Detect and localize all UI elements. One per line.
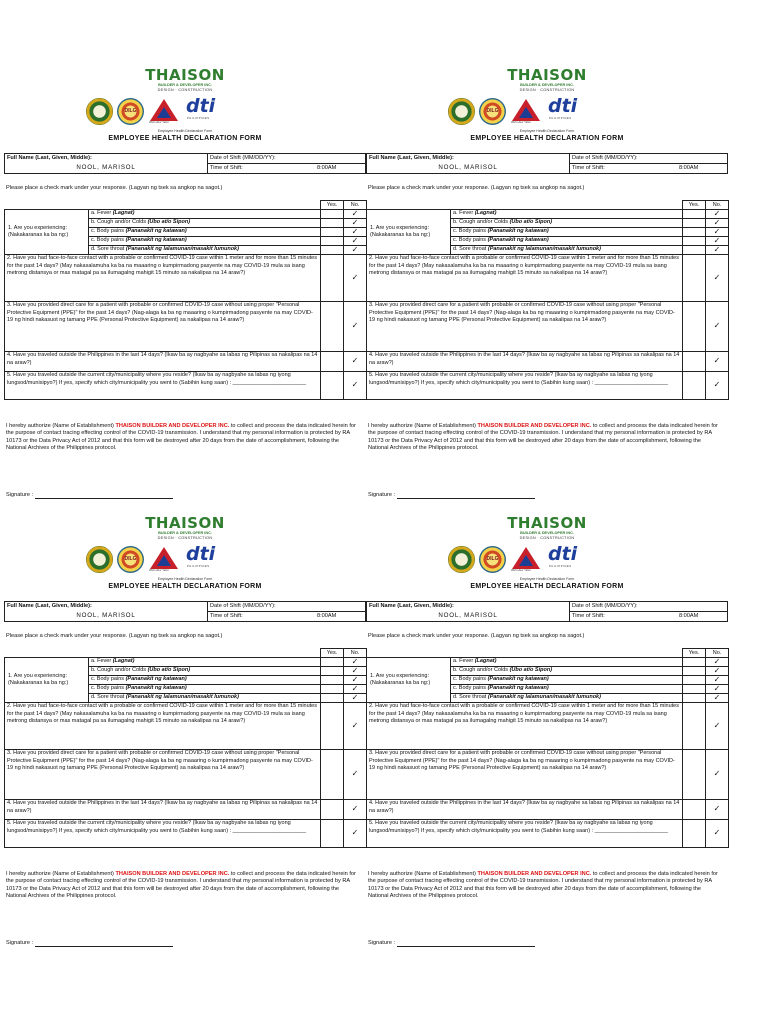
question-direct-care: 3. Have you provided direct care for a patient with probable or confirmed COVID-19 case without using proper "Personal Protective Equipment (PPE)" for the past 14 days? (Nag-alaga ka ba ng maaaring o kumpirmadong pasyente na may COVID-19 ng hindi nakasuot ng tamang PPE (Personal Protective Equipment) sa nakalipas na 14 araw?) (5, 301, 321, 351)
signature-label: Signature : (368, 940, 396, 946)
table-row (367, 702, 729, 749)
symptom-body-pains: c. Body pains (Pananakit ng katawan) (451, 684, 683, 693)
agency-logos (86, 95, 286, 127)
consent-statement: I hereby authorize (Name of Establishment) THAISON BUILDER AND DEVELOPER INC. to collect and process the data indicated herein for the purpose of contact tracing effecting control of the COVID-19 transmission. I understand that my personal information is protected by RA 10173 or the Data Privacy Act of 2012 and that this form will be destroyed after 20 days from the date of accomplishment, following the National Archives of the Philippines protocol. (368, 423, 718, 452)
employee-info-box (366, 601, 728, 622)
company-logo (366, 516, 728, 540)
signature-line[interactable] (35, 493, 173, 499)
company-name: THAISON BUILDER AND DEVELOPER INC. (477, 871, 592, 877)
signature-line[interactable] (35, 941, 173, 947)
dti-logo-caption: PHILIPPINES (549, 565, 572, 568)
no-checkbox[interactable]: ✓ (344, 799, 367, 819)
time-of-shift-label: Time of Shift: (210, 164, 243, 171)
no-checkbox[interactable]: ✓ (706, 657, 729, 666)
date-of-shift-label: Date of Shift (MM/DD/YY): (572, 603, 638, 609)
yes-header: Yes. (683, 649, 706, 658)
table-row (367, 351, 729, 371)
triangle-logo-inner (519, 107, 533, 118)
yes-checkbox[interactable] (321, 693, 344, 702)
no-checkbox[interactable]: ✓ (706, 819, 729, 847)
consent-statement: I hereby authorize (Name of Establishment) THAISON BUILDER AND DEVELOPER INC. to collect and process the data indicated herein for the purpose of contact tracing effecting control of the COVID-19 transmission. I understand that my personal information is protected by RA 10173 or the Data Privacy Act of 2012 and that this form will be destroyed after 20 days from the date of accomplishment, following the National Archives of the Philippines protocol. (6, 423, 356, 452)
triangle-logo-caption: Wish Hisor Yabul (511, 569, 531, 572)
question-close-contact: 2. Have you had face-to-face contact with a probable or confirmed COVID-19 case within 1 meter and for more than 15 minutes for the past 14 days? (May nakasalamuha ka ba na maaaring o kumpirmadong pasyente na may COVID-19 mula sa isang metrong distansya or mas matagal pa sa ilumagalng mahigit 15 minuto sa nakalipas na 14 araw?) (5, 254, 321, 301)
yes-checkbox[interactable] (321, 666, 344, 675)
table-row (5, 254, 367, 301)
dti-logo: dti (186, 95, 216, 117)
brand-subtitle: BUILDER & DEVELOPER INC. (158, 531, 212, 535)
dti-logo: dti (186, 543, 216, 565)
no-checkbox[interactable]: ✓ (344, 227, 367, 236)
yes-checkbox[interactable] (683, 209, 706, 218)
name-field[interactable]: NOOL, MARISOL (438, 164, 498, 171)
no-header: No. (706, 201, 729, 210)
instruction-text: Please place a check mark under your response. (Lagyan ng tsek sa angkop na sagot.) (368, 633, 585, 639)
table-header-blank (367, 201, 683, 210)
triangle-logo-caption: Wish Hisor Yabul (511, 121, 531, 124)
form-caption: Employee Health Declaration Form (519, 577, 575, 581)
time-of-shift-field[interactable]: 8:00AM (317, 612, 337, 619)
signature-row (6, 492, 173, 499)
table-row (367, 799, 729, 819)
question-close-contact: 2. Have you had face-to-face contact with a probable or confirmed COVID-19 case within 1 meter and for more than 15 minutes for the past 14 days? (May nakasalamuha ka ba na maaaring o kumpirmadong pasyente na may COVID-19 mula sa isang metrong distansya or mas matagal pa sa ilumagalng mahigit 15 minuto sa nakalipas na 14 araw?) (5, 702, 321, 749)
symptom-cough-colds: b. Cough and/or Colds (Ubo at/o Sipon) (451, 218, 683, 227)
brand-name: THAISON (145, 66, 225, 84)
triangle-logo-caption: Wish Hisor Yabul (149, 121, 169, 124)
time-of-shift-field[interactable]: 8:00AM (317, 164, 337, 171)
consent-statement: I hereby authorize (Name of Establishment) THAISON BUILDER AND DEVELOPER INC. to collect and process the data indicated herein for the purpose of contact tracing effecting control of the COVID-19 transmission. I understand that my personal information is protected by RA 10173 or the Data Privacy Act of 2012 and that this form will be destroyed after 20 days from the date of accomplishment, following the National Archives of the Philippines protocol. (368, 871, 718, 900)
signature-row (6, 940, 173, 947)
symptom-sore-throat: d. Sore throat (Pananakit ng lalamunan/masakit lumunok) (89, 245, 321, 254)
health-form-top-right (366, 66, 728, 516)
no-checkbox[interactable]: ✓ (706, 218, 729, 227)
yes-checkbox[interactable] (683, 657, 706, 666)
yes-checkbox[interactable] (321, 819, 344, 847)
yes-checkbox[interactable] (683, 351, 706, 371)
form-caption: Employee Health Declaration Form (157, 129, 213, 133)
yes-checkbox[interactable] (683, 371, 706, 399)
brand-subtitle: BUILDER & DEVELOPER INC. (520, 531, 574, 535)
dilg-logo-icon: DILG (117, 98, 144, 125)
table-header-row (367, 649, 729, 658)
question-close-contact: 2. Have you had face-to-face contact with a probable or confirmed COVID-19 case within 1 meter and for more than 15 minutes for the past 14 days? (May nakasalamuha ka ba na maaaring o kumpirmadong pasyente na may COVID-19 mula sa isang metrong distansya or mas matagal pa sa ilumagalng mahigit 15 minuto sa nakalipas na 14 araw?) (367, 702, 683, 749)
yes-checkbox[interactable] (321, 351, 344, 371)
yes-checkbox[interactable] (321, 657, 344, 666)
table-row (367, 301, 729, 351)
symptom-cough-colds: b. Cough and/or Colds (Ubo at/o Sipon) (89, 666, 321, 675)
triangle-logo-inner (157, 107, 171, 118)
dilg-logo-icon: DILG (117, 546, 144, 573)
yes-header: Yes. (321, 649, 344, 658)
no-checkbox[interactable]: ✓ (706, 693, 729, 702)
instruction-text: Please place a check mark under your response. (Lagyan ng tsek sa angkop na sagot.) (368, 185, 585, 191)
no-checkbox[interactable]: ✓ (706, 684, 729, 693)
agency-logos (448, 95, 648, 127)
triangle-logo-inner (519, 555, 533, 566)
yes-header: Yes. (683, 201, 706, 210)
no-checkbox[interactable]: ✓ (344, 693, 367, 702)
form-title: EMPLOYEE HEALTH DECLARATION FORM (470, 135, 624, 142)
health-questionnaire-table (4, 648, 367, 848)
company-logo (366, 68, 728, 92)
name-label: Full Name (Last, Given, Middle): (7, 603, 92, 609)
name-label: Full Name (Last, Given, Middle): (369, 603, 454, 609)
company-logo (4, 516, 366, 540)
agency-logos (86, 543, 286, 575)
question-travel-abroad: 4. Have you traveled outside the Philippines in the last 14 days? (Ikaw ba ay nagbyahe sa labas ng Pilipinas sa nakalipas na 14 na araw?) (5, 799, 321, 819)
name-label: Full Name (Last, Given, Middle): (7, 155, 92, 161)
no-checkbox[interactable]: ✓ (706, 371, 729, 399)
form-title: EMPLOYEE HEALTH DECLARATION FORM (108, 583, 262, 590)
time-of-shift-label: Time of Shift: (572, 164, 605, 171)
symptom-cough-colds: b. Cough and/or Colds (Ubo at/o Sipon) (451, 666, 683, 675)
no-checkbox[interactable]: ✓ (344, 254, 367, 301)
brand-name: THAISON (507, 514, 587, 532)
brand-tagline: DESIGN · CONSTRUCTION (519, 87, 575, 92)
yes-checkbox[interactable] (321, 371, 344, 399)
symptom-fever: a. Fever (Lagnat) (451, 209, 683, 218)
no-checkbox[interactable]: ✓ (706, 209, 729, 218)
form-caption: Employee Health Declaration Form (519, 129, 575, 133)
symptom-body-pains: c. Body pains (Pananakit ng katawan) (451, 675, 683, 684)
symptom-sore-throat: d. Sore throat (Pananakit ng lalamunan/masakit lumunok) (451, 245, 683, 254)
table-row (5, 799, 367, 819)
table-row (367, 657, 729, 666)
name-field[interactable]: NOOL, MARISOL (76, 164, 136, 171)
date-of-shift-label: Date of Shift (MM/DD/YY): (572, 155, 638, 161)
form-title: EMPLOYEE HEALTH DECLARATION FORM (470, 583, 624, 590)
table-row (5, 702, 367, 749)
yes-checkbox[interactable] (321, 799, 344, 819)
table-row (5, 657, 367, 666)
no-checkbox[interactable]: ✓ (344, 819, 367, 847)
employee-info-box (4, 153, 366, 174)
no-checkbox[interactable]: ✓ (344, 371, 367, 399)
yes-checkbox[interactable] (321, 209, 344, 218)
symptom-sore-throat: d. Sore throat (Pananakit ng lalamunan/masakit lumunok) (451, 693, 683, 702)
experiencing-label: 1. Are you experiencing: (Nakakaranas ka ba ng:) (367, 209, 451, 254)
time-of-shift-label: Time of Shift: (210, 612, 243, 619)
name-field[interactable]: NOOL, MARISOL (438, 612, 498, 619)
yes-checkbox[interactable] (321, 675, 344, 684)
dti-logo: dti (548, 95, 578, 117)
name-field[interactable]: NOOL, MARISOL (76, 612, 136, 619)
date-of-shift-label: Date of Shift (MM/DD/YY): (210, 155, 276, 161)
yes-checkbox[interactable] (683, 301, 706, 351)
table-row (5, 301, 367, 351)
no-checkbox[interactable]: ✓ (706, 351, 729, 371)
no-checkbox[interactable]: ✓ (344, 749, 367, 799)
table-row (367, 209, 729, 218)
question-travel-local: 5. Have you traveled outside the current city/municipality where you reside? (Ikaw ba ay nagbyahe sa labas ng iyong lungsod/munisipyo?) If yes, specify which city/municipality you went to (Sabihin kung saan) : ________________________ (367, 819, 683, 847)
no-checkbox[interactable]: ✓ (344, 702, 367, 749)
signature-label: Signature : (368, 492, 396, 498)
signature-row (368, 492, 535, 499)
company-logo (4, 68, 366, 92)
no-checkbox[interactable]: ✓ (706, 236, 729, 245)
yes-checkbox[interactable] (683, 749, 706, 799)
table-row (5, 371, 367, 399)
no-checkbox[interactable]: ✓ (344, 675, 367, 684)
experiencing-label: 1. Are you experiencing: (Nakakaranas ka ba ng:) (367, 657, 451, 702)
no-checkbox[interactable]: ✓ (706, 675, 729, 684)
symptom-body-pains: c. Body pains (Pananakit ng katawan) (89, 236, 321, 245)
symptom-sore-throat: d. Sore throat (Pananakit ng lalamunan/masakit lumunok) (89, 693, 321, 702)
yes-checkbox[interactable] (321, 684, 344, 693)
question-travel-local: 5. Have you traveled outside the current city/municipality where you reside? (Ikaw ba ay nagbyahe sa labas ng iyong lungsod/munisipyo?) If yes, specify which city/municipality you went to (Sabihin kung saan) : ________________________ (5, 371, 321, 399)
yes-checkbox[interactable] (683, 227, 706, 236)
table-header-blank (5, 201, 321, 210)
question-direct-care: 3. Have you provided direct care for a patient with probable or confirmed COVID-19 case without using proper "Personal Protective Equipment (PPE)" for the past 14 days? (Nag-alaga ka ba ng maaaring o kumpirmadong pasyente na may COVID-19 ng hindi nakasuot ng tamang PPE (Personal Protective Equipment) sa nakalipas na 14 araw?) (5, 749, 321, 799)
symptom-body-pains: c. Body pains (Pananakit ng katawan) (89, 227, 321, 236)
instruction-text: Please place a check mark under your response. (Lagyan ng tsek sa angkop na sagot.) (6, 185, 223, 191)
dti-logo-caption: PHILIPPINES (187, 565, 210, 568)
no-checkbox[interactable]: ✓ (344, 209, 367, 218)
no-checkbox[interactable]: ✓ (344, 351, 367, 371)
dilg-logo-icon: DILG (479, 546, 506, 573)
employee-info-box (4, 601, 366, 622)
health-questionnaire-table (4, 200, 367, 400)
experiencing-label: 1. Are you experiencing: (Nakakaranas ka ba ng:) (5, 657, 89, 702)
table-header-row (5, 649, 367, 658)
no-header: No. (344, 201, 367, 210)
signature-line[interactable] (397, 493, 535, 499)
brand-tagline: DESIGN · CONSTRUCTION (157, 535, 213, 540)
yes-checkbox[interactable] (321, 702, 344, 749)
no-checkbox[interactable]: ✓ (344, 301, 367, 351)
no-checkbox[interactable]: ✓ (706, 799, 729, 819)
government-seal-icon (448, 546, 475, 573)
yes-checkbox[interactable] (321, 301, 344, 351)
agency-logos (448, 543, 648, 575)
dti-logo-caption: PHILIPPINES (187, 117, 210, 120)
no-checkbox[interactable]: ✓ (344, 657, 367, 666)
symptom-fever: a. Fever (Lagnat) (451, 657, 683, 666)
table-row (5, 351, 367, 371)
question-travel-local: 5. Have you traveled outside the current city/municipality where you reside? (Ikaw ba ay nagbyahe sa labas ng iyong lungsod/munisipyo?) If yes, specify which city/municipality you went to (Sabihin kung saan) : ________________________ (5, 819, 321, 847)
yes-checkbox[interactable] (683, 684, 706, 693)
table-row (367, 254, 729, 301)
yes-checkbox[interactable] (683, 218, 706, 227)
yes-checkbox[interactable] (683, 799, 706, 819)
time-of-shift-label: Time of Shift: (572, 612, 605, 619)
brand-tagline: DESIGN · CONSTRUCTION (519, 535, 575, 540)
name-label: Full Name (Last, Given, Middle): (369, 155, 454, 161)
yes-checkbox[interactable] (683, 236, 706, 245)
signature-row (368, 940, 535, 947)
yes-checkbox[interactable] (683, 675, 706, 684)
form-title: EMPLOYEE HEALTH DECLARATION FORM (108, 135, 262, 142)
dti-logo: dti (548, 543, 578, 565)
employee-info-box (366, 153, 728, 174)
experiencing-label: 1. Are you experiencing: (Nakakaranas ka ba ng:) (5, 209, 89, 254)
health-questionnaire-table (366, 200, 729, 400)
yes-checkbox[interactable] (683, 819, 706, 847)
health-questionnaire-table (366, 648, 729, 848)
date-of-shift-label: Date of Shift (MM/DD/YY): (210, 603, 276, 609)
no-checkbox[interactable]: ✓ (706, 666, 729, 675)
table-row (5, 819, 367, 847)
signature-label: Signature : (6, 940, 34, 946)
yes-checkbox[interactable] (683, 245, 706, 254)
company-name: THAISON BUILDER AND DEVELOPER INC. (115, 871, 230, 877)
dti-logo-caption: PHILIPPINES (549, 117, 572, 120)
yes-header: Yes. (321, 201, 344, 210)
no-checkbox[interactable]: ✓ (344, 245, 367, 254)
brand-name: THAISON (507, 66, 587, 84)
yes-checkbox[interactable] (321, 254, 344, 301)
question-travel-local: 5. Have you traveled outside the current city/municipality where you reside? (Ikaw ba ay nagbyahe sa labas ng iyong lungsod/munisipyo?) If yes, specify which city/municipality you went to (Sabihin kung saan) : ________________________ (367, 371, 683, 399)
no-checkbox[interactable]: ✓ (706, 254, 729, 301)
health-form-top-left (4, 66, 366, 516)
yes-checkbox[interactable] (321, 245, 344, 254)
table-row (367, 371, 729, 399)
company-name: THAISON BUILDER AND DEVELOPER INC. (477, 423, 592, 429)
health-form-bottom-left (4, 514, 366, 964)
yes-checkbox[interactable] (321, 227, 344, 236)
symptom-body-pains: c. Body pains (Pananakit ng katawan) (89, 675, 321, 684)
table-header-blank (5, 649, 321, 658)
brand-subtitle: BUILDER & DEVELOPER INC. (158, 83, 212, 87)
table-row (367, 749, 729, 799)
signature-line[interactable] (397, 941, 535, 947)
symptom-body-pains: c. Body pains (Pananakit ng katawan) (89, 684, 321, 693)
yes-checkbox[interactable] (683, 702, 706, 749)
instruction-text: Please place a check mark under your response. (Lagyan ng tsek sa angkop na sagot.) (6, 633, 223, 639)
triangle-logo-caption: Wish Hisor Yabul (149, 569, 169, 572)
symptom-cough-colds: b. Cough and/or Colds (Ubo at/o Sipon) (89, 218, 321, 227)
question-direct-care: 3. Have you provided direct care for a patient with probable or confirmed COVID-19 case without using proper "Personal Protective Equipment (PPE)" for the past 14 days? (Nag-alaga ka ba ng maaaring o kumpirmadong pasyente na may COVID-19 ng hindi nakasuot ng tamang PPE (Personal Protective Equipment) sa nakalipas na 14 araw?) (367, 301, 683, 351)
no-checkbox[interactable]: ✓ (706, 702, 729, 749)
table-row (367, 819, 729, 847)
brand-tagline: DESIGN · CONSTRUCTION (157, 87, 213, 92)
no-checkbox[interactable]: ✓ (706, 749, 729, 799)
symptom-body-pains: c. Body pains (Pananakit ng katawan) (451, 236, 683, 245)
no-header: No. (706, 649, 729, 658)
question-travel-abroad: 4. Have you traveled outside the Philippines in the last 14 days? (Ikaw ba ay nagbyahe sa labas ng Pilipinas sa nakalipas na 14 na araw?) (367, 799, 683, 819)
question-direct-care: 3. Have you provided direct care for a patient with probable or confirmed COVID-19 case without using proper "Personal Protective Equipment (PPE)" for the past 14 days? (Nag-alaga ka ba ng maaaring o kumpirmadong pasyente na may COVID-19 ng hindi nakasuot ng tamang PPE (Personal Protective Equipment) sa nakalipas na 14 araw?) (367, 749, 683, 799)
question-travel-abroad: 4. Have you traveled outside the Philippines in the last 14 days? (Ikaw ba ay nagbyahe sa labas ng Pilipinas sa nakalipas na 14 na araw?) (367, 351, 683, 371)
brand-subtitle: BUILDER & DEVELOPER INC. (520, 83, 574, 87)
company-name: THAISON BUILDER AND DEVELOPER INC. (115, 423, 230, 429)
no-checkbox[interactable]: ✓ (706, 245, 729, 254)
no-checkbox[interactable]: ✓ (344, 666, 367, 675)
yes-checkbox[interactable] (321, 236, 344, 245)
yes-checkbox[interactable] (683, 666, 706, 675)
no-checkbox[interactable]: ✓ (706, 301, 729, 351)
symptom-fever: a. Fever (Lagnat) (89, 209, 321, 218)
yes-checkbox[interactable] (321, 218, 344, 227)
table-header-row (367, 201, 729, 210)
no-checkbox[interactable]: ✓ (344, 684, 367, 693)
symptom-fever: a. Fever (Lagnat) (89, 657, 321, 666)
dilg-logo-icon: DILG (479, 98, 506, 125)
no-checkbox[interactable]: ✓ (344, 236, 367, 245)
symptom-body-pains: c. Body pains (Pananakit ng katawan) (451, 227, 683, 236)
government-seal-icon (448, 98, 475, 125)
signature-label: Signature : (6, 492, 34, 498)
no-checkbox[interactable]: ✓ (344, 218, 367, 227)
table-header-row (5, 201, 367, 210)
table-header-blank (367, 649, 683, 658)
yes-checkbox[interactable] (683, 693, 706, 702)
yes-checkbox[interactable] (321, 749, 344, 799)
question-travel-abroad: 4. Have you traveled outside the Philippines in the last 14 days? (Ikaw ba ay nagbyahe sa labas ng Pilipinas sa nakalipas na 14 na araw?) (5, 351, 321, 371)
consent-statement: I hereby authorize (Name of Establishment) THAISON BUILDER AND DEVELOPER INC. to collect and process the data indicated herein for the purpose of contact tracing effecting control of the COVID-19 transmission. I understand that my personal information is protected by RA 10173 or the Data Privacy Act of 2012 and that this form will be destroyed after 20 days from the date of accomplishment, following the National Archives of the Philippines protocol. (6, 871, 356, 900)
table-row (5, 749, 367, 799)
government-seal-icon (86, 98, 113, 125)
form-caption: Employee Health Declaration Form (157, 577, 213, 581)
no-checkbox[interactable]: ✓ (706, 227, 729, 236)
health-form-bottom-right (366, 514, 728, 964)
yes-checkbox[interactable] (683, 254, 706, 301)
triangle-logo-inner (157, 555, 171, 566)
government-seal-icon (86, 546, 113, 573)
time-of-shift-field[interactable]: 8:00AM (679, 164, 699, 171)
table-row (5, 209, 367, 218)
time-of-shift-field[interactable]: 8:00AM (679, 612, 699, 619)
question-close-contact: 2. Have you had face-to-face contact with a probable or confirmed COVID-19 case within 1 meter and for more than 15 minutes for the past 14 days? (May nakasalamuha ka ba na maaaring o kumpirmadong pasyente na may COVID-19 mula sa isang metrong distansya or mas matagal pa sa ilumagalng mahigit 15 minuto sa nakalipas na 14 araw?) (367, 254, 683, 301)
brand-name: THAISON (145, 514, 225, 532)
no-header: No. (344, 649, 367, 658)
